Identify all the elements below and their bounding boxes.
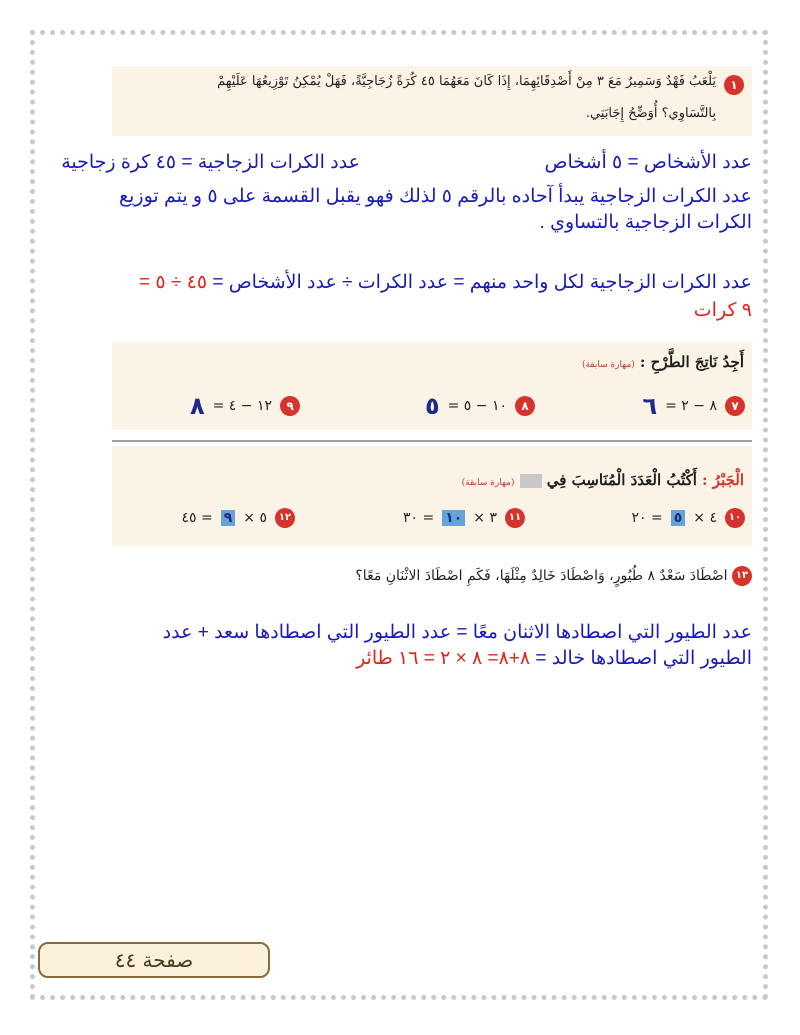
algebra-item: ١٢ ٥ × ٩ = ٤٥ [182,508,296,528]
balls-count: عدد الكرات الزجاجية = ٤٥ كرة زجاجية [61,152,360,173]
question-number: ١ [724,74,744,95]
calculation-result: ٩ كرات [693,300,752,321]
subtraction-item: ٩ ١٢ − ٤ = ٨ [190,392,300,420]
calculation-line [139,270,752,296]
previous-skill-tag: (مهارة سابقة) [461,478,515,488]
algebra-title: أَكْتُبُ الْعَدَدَ الْمُنَاسِبَ فِي [546,471,697,489]
page-number-label: صفحة ٤٤ [38,942,270,978]
subtraction-title: أَجِدُ نَاتِجَ الطَّرْحِ : [639,353,744,371]
algebra-label: الْجَبْرُ : [702,471,744,489]
birds-answer-line1: عدد الطيور التي اصطادها الاثنان معًا = عدد الطيور التي اصطادها سعد + عدد [162,622,752,643]
algebra-row [120,508,745,536]
explanation-line1: عدد الكرات الزجاجية يبدأ آحاده بالرقم ٥ لذلك فهو يقبل القسمة على ٥ و يتم توزيع [119,186,752,207]
question-13: ١٣ اصْطَادَ سَعْدٌ ٨ طُيُورٍ، وَاصْطَادَ خَالِدٌ مِثْلَهَا، فَكَمِ اصْطَادَ الاثْنَانِ مَعًا؟ [355,566,752,586]
calculation-text: عدد الكرات الزجاجية لكل واحد منهم = عدد الكرات ÷ عدد الأشخاص = [212,272,752,293]
question-1-box [112,66,752,136]
subtraction-item: ٨ ١٠ − ٥ = ٥ [425,392,535,420]
algebra-item: ١٠ ٤ × ٥ = ٢٠ [632,508,746,528]
people-count: عدد الأشخاص = ٥ أشخاص [544,152,752,173]
question-1-text-line2: بِالتَّسَاوِي؟ أُوَضِّحُ إِجَابَتِي. [585,106,716,121]
subtraction-item: ٧ ٨ − ٢ = ٦ [642,392,745,420]
algebra-item: ١١ ٣ × ١٠ = ٣٠ [403,508,525,528]
section-divider [112,440,752,442]
explanation-line2: الكرات الزجاجية بالتساوي . [539,212,752,233]
question-13-text: اصْطَادَ سَعْدٌ ٨ طُيُورٍ، وَاصْطَادَ خَالِدٌ مِثْلَهَا، فَكَمِ اصْطَادَ الاثْنَانِ مَعًا؟ [355,568,728,584]
birds-answer-line2: الطيور التي اصطادها خالد = ٨+٨= ٨ × ٢ = ١٦ طائر [356,648,752,669]
subtraction-row [120,392,745,420]
empty-box-icon [520,474,542,488]
calculation-expression: ٤٥ ÷ ٥ = [139,272,208,293]
previous-skill-tag: (مهارة سابقة) [581,360,635,370]
question-1-text-line1: يَلْعَبُ فَهْدٌ وَسَمِيرٌ مَعَ ٣ مِنْ أَصْدِقَائِهِمَا، إِذَا كَانَ مَعَهُمَا ٤٥ كُرَةً زُجَاجِيَّةً، فَهَلْ يُمْكِنُ تَوْزِيعُهَا عَلَيْهِمْ [217,74,716,89]
